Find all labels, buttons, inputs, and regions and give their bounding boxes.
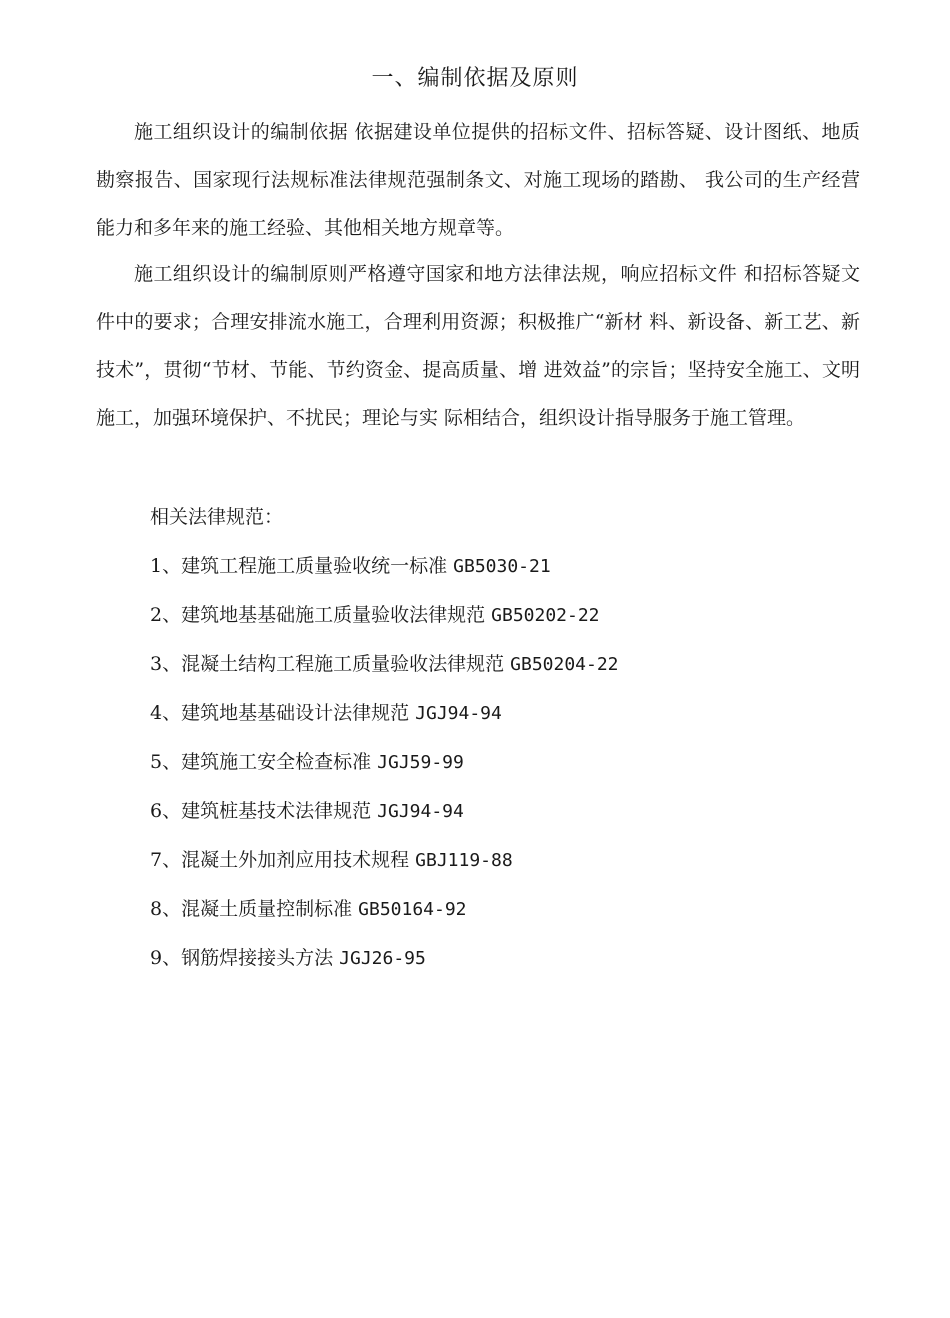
regulation-code: GB50164-92 — [358, 899, 467, 920]
regulation-name: 7、混凝土外加剂应用技术规程 — [150, 849, 410, 871]
regulation-code: JGJ94-94 — [377, 801, 464, 822]
regulation-name: 4、建筑地基基础设计法律规范 — [150, 702, 410, 724]
list-item — [150, 796, 464, 827]
list-item — [150, 894, 467, 925]
regulation-name: 3、混凝土结构工程施工质量验收法律规范 — [150, 653, 505, 675]
regulation-name: 1、建筑工程施工质量验收统一标准 — [150, 555, 448, 577]
regulation-name: 6、建筑桩基技术法律规范 — [150, 800, 372, 822]
regulations-heading: 相关法律规范： — [150, 506, 284, 528]
regulation-code: GB50202-22 — [491, 605, 600, 626]
principles-paragraph: 施工组织设计的编制原则严格遵守国家和地方法律法规，响应招标文件 和招标答疑文件中的要求；合理安排流水施工，合理利用资源；积极推广“新材 料、新设备、新工艺、新技术”，贯彻“节材、节能、节约资金、提高质量、增 进效益”的宗旨；坚持安全施工、文明施工，加强环境保护、不扰民；理论与实 际相结合，组织设计指导服务于施工管理。 — [96, 263, 860, 429]
regulation-name: 5、建筑施工安全检查标准 — [150, 751, 372, 773]
regulation-name: 8、混凝土质量控制标准 — [150, 898, 353, 920]
regulation-name: 2、建筑地基基础施工质量验收法律规范 — [150, 604, 486, 626]
list-item — [150, 747, 464, 778]
section-title: 一、编制依据及原则 — [371, 66, 579, 91]
regulation-code: GB5030-21 — [453, 556, 551, 577]
regulation-code: GBJ119-88 — [415, 850, 513, 871]
regulation-code: JGJ94-94 — [415, 703, 502, 724]
regulation-code: JGJ59-99 — [377, 752, 464, 773]
regulation-name: 9、钢筋焊接接头方法 — [150, 947, 334, 969]
regulation-code: GB50204-22 — [510, 654, 619, 675]
basis-paragraph: 施工组织设计的编制依据 依据建设单位提供的招标文件、招标答疑、设计图纸、地质勘察报告、国家现行法规标准法律规范强制条文、对施工现场的踏勘、 我公司的生产经营能力和多年来的施工经验、其他相关地方规章等。 — [96, 121, 860, 239]
regulation-code: JGJ26-95 — [339, 948, 426, 969]
list-item — [150, 943, 426, 974]
list-item — [150, 649, 619, 680]
list-item — [150, 698, 502, 729]
list-item — [150, 600, 600, 631]
list-item — [150, 551, 551, 582]
list-item — [150, 845, 513, 876]
